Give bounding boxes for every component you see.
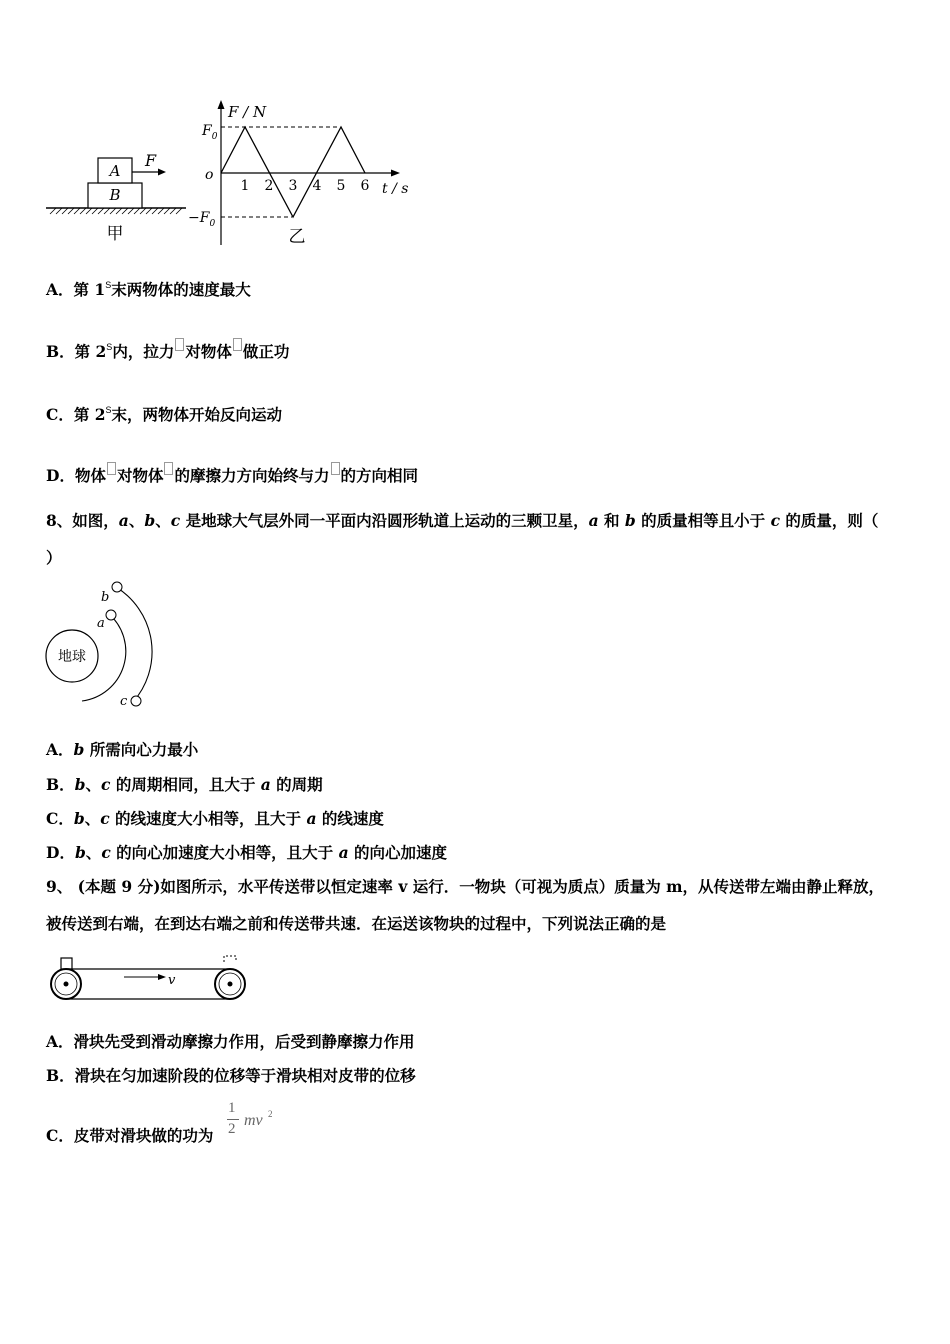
block-b-label: B (109, 186, 121, 204)
tick-label: 4 (312, 178, 322, 194)
origin-label: o (205, 167, 214, 183)
earth-label: 地球 (58, 649, 86, 665)
q9-option-c: C．皮带对滑块做的功为 (46, 1126, 214, 1145)
fraction-numerator: 1 (228, 1100, 236, 1116)
tick-label: 5 (336, 178, 346, 194)
fraction-denominator: 2 (228, 1121, 236, 1137)
q9-option-a: A．滑块先受到滑动摩擦力作用，后受到静摩擦力作用 (46, 1032, 415, 1051)
satellite-a (106, 610, 116, 620)
q9-conveyor-figure (46, 952, 248, 1004)
force-label: F (145, 151, 157, 170)
caption-yi: 乙 (288, 227, 306, 247)
f0-pos-label: $F_0$ (202, 123, 218, 142)
x-axis-arrow-icon (391, 170, 400, 177)
force-arrow-icon (158, 169, 166, 176)
velocity-label: v (168, 973, 176, 988)
caption-jia: 甲 (106, 224, 124, 244)
force-time-curve (221, 127, 365, 217)
tick-label: 2 (264, 178, 274, 194)
q7-option-d: D．物体 对物体 的摩擦力方向始终与力 的方向相同 (46, 462, 418, 486)
satellite-c (131, 696, 141, 706)
q9-option-b: B．滑块在匀加速阶段的位移等于滑块相对皮带的位移 (46, 1066, 416, 1085)
y-axis-label: F / N (228, 103, 267, 121)
formula-mv: mv (244, 1112, 263, 1129)
y-axis-arrow-icon (218, 100, 225, 109)
q7-figure (40, 95, 420, 250)
block-a-label: A (109, 162, 121, 180)
orbit-outer (116, 587, 152, 702)
satellite-b-label: b (101, 590, 110, 605)
missing-glyph-box (164, 462, 173, 475)
q8-stem: 8、如图，a、b、c 是地球大气层外同一平面内沿圆形轨道上运动的三颗卫星，a 和 b 的质量相等且小于 c 的质量，则（ (46, 511, 879, 530)
fig-yi (188, 100, 408, 247)
q7-option-c: C．第 $2^S$末，两物体开始反向运动 (46, 405, 283, 424)
work-formula (227, 1100, 287, 1146)
velocity-arrow-icon (158, 974, 166, 980)
q8-figure (40, 576, 180, 716)
missing-glyph-box (331, 462, 340, 475)
missing-glyph-box (175, 338, 184, 351)
q7-option-b: B．第 $2^S$内，拉力 对物体 做正功 (46, 337, 289, 362)
tick-label: 6 (360, 178, 370, 194)
q8-option-a: A．b 所需向心力最小 (46, 740, 199, 759)
satellite-b (112, 582, 122, 592)
q7-option-a: A．第 $1^S$末两物体的速度最大 (46, 280, 251, 299)
satellite-a-label: a (97, 616, 105, 631)
tick-label: 1 (240, 178, 250, 194)
f0-neg-label: $-F_0$ (188, 210, 216, 229)
satellite-c-label: c (120, 694, 128, 709)
q8-option-d: D．b、c 的向心加速度大小相等，且大于 a 的向心加速度 (46, 843, 448, 862)
block-dashed (224, 956, 236, 962)
q8-stem-close: ） (46, 548, 62, 567)
formula-exponent: 2 (268, 1109, 273, 1119)
fig-jia (46, 151, 186, 244)
tick-label: 3 (288, 178, 298, 194)
q8-option-c: C．b、c 的线速度大小相等，且大于 a 的线速度 (46, 809, 384, 828)
x-axis-label: t / s (382, 181, 409, 197)
missing-glyph-box (233, 338, 242, 351)
missing-glyph-box (107, 462, 116, 475)
q8-option-b: B．b、c 的周期相同，且大于 a 的周期 (46, 775, 323, 794)
q9-stem-line2: 被传送到右端，在到达右端之前和传送带共速．在运送该物块的过程中，下列说法正确的是 (46, 914, 667, 933)
block-on-belt (61, 958, 72, 969)
q9-stem-line1: 9、 (本题 9 分)如图所示，水平传送带以恒定速率 v 运行．一物块（可视为质点）质量为 m，从传送带左端由静止释放， (46, 877, 885, 896)
